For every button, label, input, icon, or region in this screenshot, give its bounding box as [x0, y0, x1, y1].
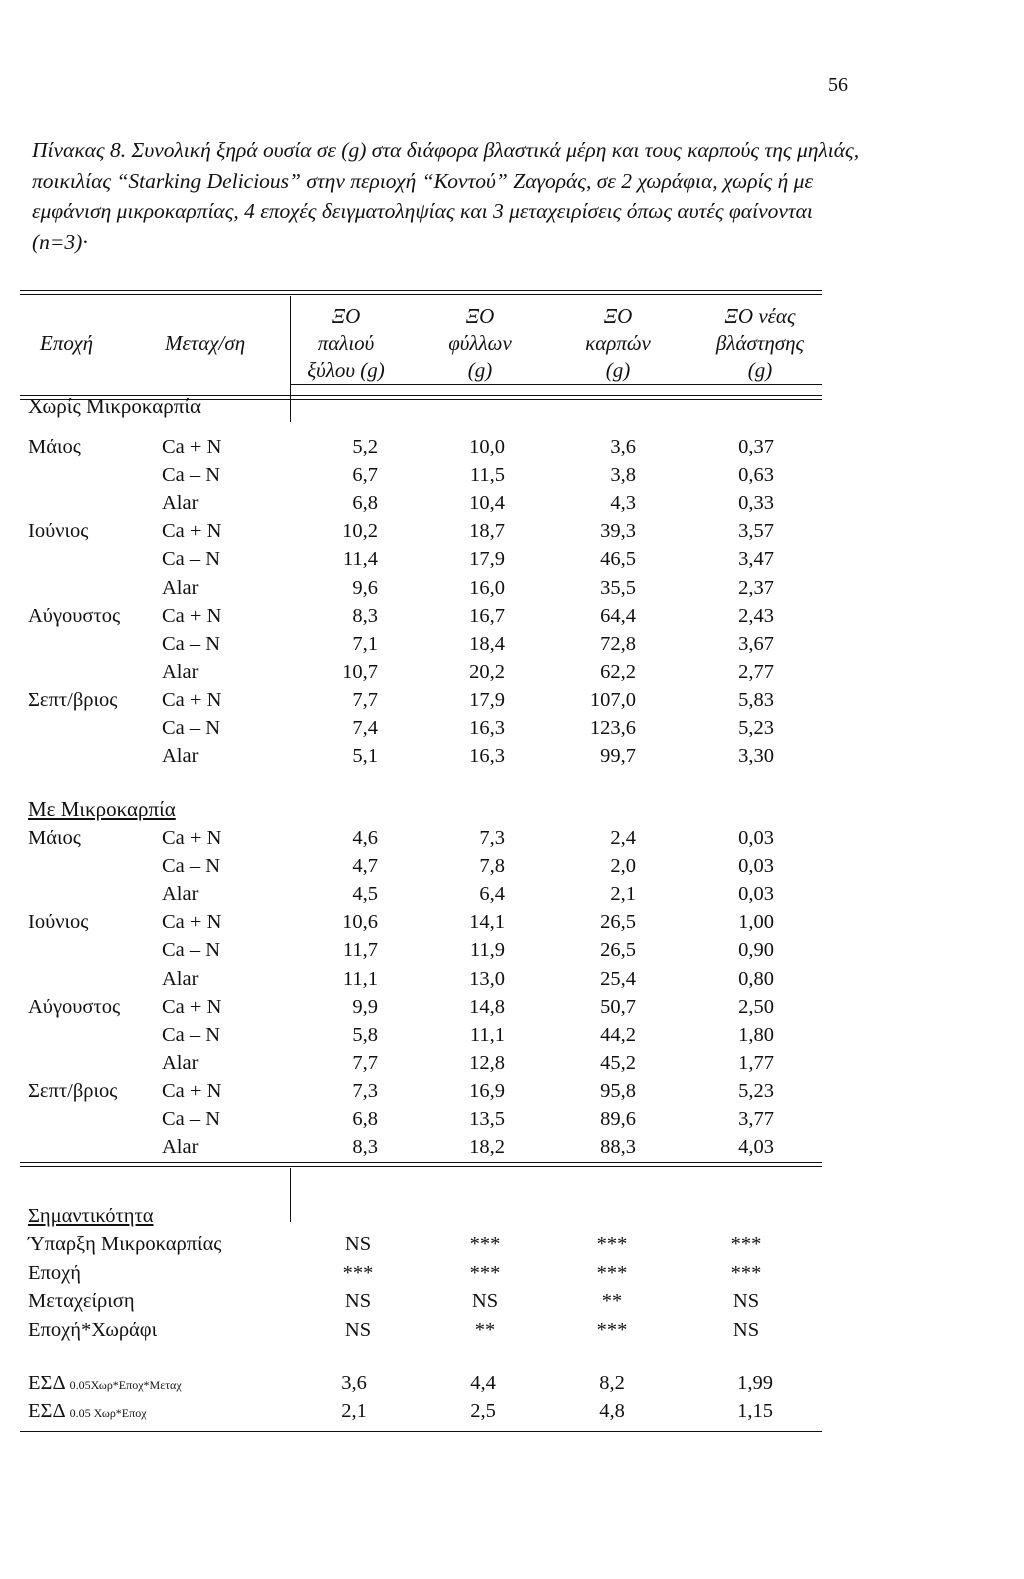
- row-value: 2,4: [610, 827, 636, 849]
- header-season: Εποχή: [40, 331, 94, 355]
- lsd-value: 8,2: [599, 1372, 625, 1394]
- row-value: 25,4: [600, 967, 636, 990]
- row-value: 18,7: [469, 520, 505, 543]
- significance-value: ***: [596, 1261, 628, 1284]
- row-value: 5,2: [352, 436, 378, 458]
- row-value: 2,1: [610, 883, 636, 906]
- row-treatment: Ca + N: [162, 688, 222, 711]
- significance-value: NS: [344, 1318, 372, 1341]
- row-value: 11,1: [469, 1023, 505, 1046]
- row-value: 4,3: [610, 492, 636, 515]
- row-treatment: Alar: [162, 576, 199, 599]
- row-value: 0,37: [738, 436, 774, 458]
- row-value: 0,03: [738, 827, 774, 849]
- row-value: 2,77: [738, 660, 774, 683]
- row-value: 0,90: [738, 939, 774, 962]
- significance-value: ***: [730, 1261, 762, 1284]
- row-value: 6,8: [352, 492, 378, 515]
- row-treatment: Ca – N: [162, 717, 221, 739]
- header-leaves-l2: φύλλων: [448, 331, 512, 355]
- row-value: 62,2: [600, 660, 636, 683]
- row-season: Μάιος: [28, 827, 81, 849]
- row-value: 11,5: [469, 464, 505, 487]
- row-treatment: Ca – N: [162, 632, 221, 655]
- row-value: 7,7: [352, 1051, 378, 1074]
- header-divider: [290, 296, 291, 422]
- row-value: 8,3: [352, 604, 378, 627]
- significance-value: **: [601, 1290, 623, 1312]
- row-value: 11,7: [342, 939, 378, 962]
- row-value: 10,2: [342, 520, 378, 543]
- row-season: Αύγουστος: [28, 995, 121, 1018]
- top-rule: [20, 290, 822, 291]
- row-value: 5,1: [352, 745, 378, 768]
- row-value: 35,5: [600, 576, 636, 599]
- table-bottom-rule: [20, 1162, 822, 1163]
- table-caption: [32, 135, 862, 257]
- page-number: 56: [828, 74, 848, 96]
- row-treatment: Alar: [162, 745, 199, 768]
- row-value: 7,8: [479, 855, 505, 878]
- significance-title: Σημαντικότητα: [28, 1205, 154, 1227]
- lsd-label-subscript: 0.05Χωρ*Εποχ*Μεταχ: [69, 1378, 182, 1392]
- row-value: 20,2: [469, 660, 505, 683]
- row-value: 123,6: [589, 717, 636, 739]
- row-value: 14,8: [469, 995, 505, 1018]
- significance-label: Εποχή*Χωράφι: [28, 1318, 158, 1341]
- caption-label: Πίνακας 8.: [32, 138, 127, 162]
- row-value: 88,3: [600, 1136, 636, 1159]
- row-treatment: Ca – N: [162, 1108, 221, 1130]
- row-value: 89,6: [600, 1108, 636, 1130]
- row-value: 107,0: [589, 688, 636, 711]
- row-value: 3,30: [738, 745, 774, 768]
- row-value: 16,9: [469, 1079, 505, 1102]
- final-rule: [20, 1431, 822, 1432]
- row-value: 18,4: [469, 632, 505, 655]
- row-value: 8,3: [352, 1136, 378, 1159]
- lsd-label-main: ΕΣΔ: [28, 1372, 70, 1394]
- row-value: 11,4: [342, 548, 378, 571]
- lsd-value: 2,5: [470, 1400, 496, 1422]
- significance-value: NS: [732, 1318, 760, 1341]
- row-season: Σεπτ/βριος: [28, 1079, 118, 1102]
- row-value: 26,5: [600, 939, 636, 962]
- row-value: 3,77: [738, 1108, 774, 1130]
- lsd-label-subscript: 0.05 Χωρ*Εποχ: [69, 1406, 147, 1420]
- row-value: 7,1: [352, 632, 378, 655]
- row-value: 26,5: [600, 911, 636, 934]
- lsd-value: 3,6: [341, 1372, 367, 1394]
- row-value: 45,2: [600, 1051, 636, 1074]
- significance-label: Εποχή: [28, 1261, 81, 1284]
- row-value: 3,57: [738, 520, 774, 543]
- row-value: 3,47: [738, 548, 774, 571]
- significance-value: ***: [596, 1318, 628, 1341]
- header-fruits-l2: καρπών: [585, 331, 651, 355]
- row-treatment: Ca + N: [162, 827, 222, 849]
- row-value: 6,8: [352, 1108, 378, 1130]
- header-treatment: Μεταχ/ση: [165, 331, 246, 355]
- row-value: 14,1: [469, 911, 505, 934]
- section-with-microcarpia: Με Μικροκαρπία: [28, 797, 176, 821]
- row-treatment: Alar: [162, 1051, 199, 1074]
- significance-value: ***: [730, 1233, 762, 1255]
- row-value: 3,67: [738, 632, 774, 655]
- row-treatment: Ca + N: [162, 604, 222, 627]
- row-value: 6,7: [352, 464, 378, 487]
- row-value: 7,4: [352, 717, 378, 739]
- row-value: 6,4: [479, 883, 505, 906]
- lsd-value: 4,8: [599, 1400, 625, 1422]
- row-value: 1,00: [738, 911, 774, 934]
- row-value: 7,3: [479, 827, 505, 849]
- significance-value: **: [474, 1318, 496, 1341]
- row-value: 4,7: [352, 855, 378, 878]
- row-value: 4,03: [738, 1136, 774, 1159]
- header-bottom-rule: [290, 384, 822, 385]
- significance-value: NS: [344, 1290, 372, 1312]
- row-value: 39,3: [600, 520, 636, 543]
- significance-value: ***: [342, 1261, 374, 1284]
- header-new-growth-l1: ΞΟ νέας: [724, 304, 796, 328]
- row-value: 5,83: [738, 688, 774, 711]
- row-value: 16,3: [469, 717, 505, 739]
- row-treatment: Alar: [162, 967, 199, 990]
- header-new-growth-l3: (g): [747, 358, 773, 382]
- row-value: 2,0: [610, 855, 636, 878]
- row-treatment: Ca – N: [162, 855, 221, 878]
- row-value: 4,6: [352, 827, 378, 849]
- row-treatment: Alar: [162, 492, 199, 515]
- lsd-value: 4,4: [470, 1372, 496, 1394]
- row-treatment: Alar: [162, 660, 199, 683]
- header-new-growth: [700, 303, 820, 384]
- row-value: 2,37: [738, 576, 774, 599]
- row-value: 2,50: [738, 995, 774, 1018]
- top-rule-2: [20, 294, 822, 295]
- row-value: 10,7: [342, 660, 378, 683]
- lsd-label-main: ΕΣΔ: [28, 1400, 70, 1422]
- row-treatment: Ca + N: [162, 995, 222, 1018]
- header-fruits-l3: (g): [605, 358, 631, 382]
- row-value: 16,0: [469, 576, 505, 599]
- header-old-wood: [296, 303, 396, 384]
- row-value: 1,77: [738, 1051, 774, 1074]
- row-value: 18,2: [469, 1136, 505, 1159]
- row-value: 1,80: [738, 1023, 774, 1046]
- row-value: 46,5: [600, 548, 636, 571]
- row-treatment: Ca + N: [162, 1079, 222, 1102]
- row-treatment: Ca + N: [162, 911, 222, 934]
- significance-value: NS: [732, 1290, 760, 1312]
- row-value: 17,9: [469, 548, 505, 571]
- lsd-value: 2,1: [341, 1400, 367, 1422]
- significance-value: ***: [469, 1233, 501, 1255]
- row-value: 0,03: [738, 855, 774, 878]
- row-value: 95,8: [600, 1079, 636, 1102]
- row-value: 0,63: [738, 464, 774, 487]
- row-value: 11,1: [342, 967, 378, 990]
- row-value: 17,9: [469, 688, 505, 711]
- header-fruits-l1: ΞΟ: [603, 304, 633, 328]
- header-leaves: [430, 303, 530, 384]
- row-treatment: Alar: [162, 1136, 199, 1159]
- row-value: 2,43: [738, 604, 774, 627]
- row-treatment: Ca – N: [162, 1023, 221, 1046]
- row-value: 9,9: [352, 995, 378, 1018]
- lsd-label: [28, 1400, 147, 1423]
- row-value: 50,7: [600, 995, 636, 1018]
- header-leaves-l3: (g): [467, 358, 493, 382]
- row-value: 16,7: [469, 604, 505, 627]
- row-value: 5,8: [352, 1023, 378, 1046]
- row-treatment: Ca – N: [162, 939, 221, 962]
- row-value: 11,9: [469, 939, 505, 962]
- footer-divider: [290, 1168, 291, 1222]
- lsd-value: 1,15: [737, 1400, 773, 1422]
- significance-value: ***: [596, 1233, 628, 1255]
- row-treatment: Ca + N: [162, 436, 222, 458]
- caption-text: Συνολική ξηρά ουσία σε (g) στα διάφορα βλαστικά μέρη και τους καρπούς της μηλιάς, ποικιλίας “Starking Delicious” στην περιοχή “Κοντού” Ζαγοράς, σε 2 χωράφια, χωρίς ή με εμφάνιση μικροκαρπίας, 4 εποχές δειγματοληψίας και 3 μεταχειρίσεις όπως αυτές φαίνονται (n=3)·: [32, 138, 860, 254]
- lsd-label: [28, 1372, 182, 1395]
- row-value: 0,80: [738, 967, 774, 990]
- row-value: 44,2: [600, 1023, 636, 1046]
- section-without-microcarpia: Χωρίς Μικροκαρπία: [28, 394, 202, 418]
- significance-value: NS: [344, 1233, 372, 1255]
- row-value: 72,8: [600, 632, 636, 655]
- row-value: 4,5: [352, 883, 378, 906]
- row-value: 12,8: [469, 1051, 505, 1074]
- row-value: 9,6: [352, 576, 378, 599]
- row-season: Αύγουστος: [28, 604, 121, 627]
- row-value: 3,8: [610, 464, 636, 487]
- row-value: 3,6: [610, 436, 636, 458]
- row-treatment: Ca – N: [162, 464, 221, 487]
- row-treatment: Alar: [162, 883, 199, 906]
- row-value: 7,7: [352, 688, 378, 711]
- row-value: 13,5: [469, 1108, 505, 1130]
- row-value: 5,23: [738, 1079, 774, 1102]
- header-old-wood-l2: παλιού: [317, 331, 375, 355]
- row-season: Σεπτ/βριος: [28, 688, 118, 711]
- row-value: 5,23: [738, 717, 774, 739]
- header-old-wood-l3: ξύλου (g): [307, 358, 385, 382]
- significance-value: NS: [471, 1290, 499, 1312]
- header-new-growth-l2: βλάστησης: [715, 331, 805, 355]
- row-value: 13,0: [469, 967, 505, 990]
- row-season: Μάιος: [28, 436, 81, 458]
- row-season: Ιούνιος: [28, 911, 89, 934]
- row-treatment: Ca – N: [162, 548, 221, 571]
- row-treatment: Ca + N: [162, 520, 222, 543]
- row-value: 16,3: [469, 745, 505, 768]
- lsd-value: 1,99: [737, 1372, 773, 1394]
- row-value: 0,03: [738, 883, 774, 906]
- row-value: 99,7: [600, 745, 636, 768]
- row-value: 10,4: [469, 492, 505, 515]
- significance-value: ***: [469, 1261, 501, 1284]
- header-old-wood-l1: ΞΟ: [331, 304, 361, 328]
- row-season: Ιούνιος: [28, 520, 89, 543]
- row-value: 7,3: [352, 1079, 378, 1102]
- row-value: 10,6: [342, 911, 378, 934]
- header-fruits: [568, 303, 668, 384]
- table-bottom-rule-2: [20, 1166, 822, 1167]
- significance-label: Ύπαρξη Μικροκαρπίας: [28, 1233, 222, 1255]
- row-value: 10,0: [469, 436, 505, 458]
- row-value: 64,4: [600, 604, 636, 627]
- header-leaves-l1: ΞΟ: [465, 304, 495, 328]
- significance-label: Μεταχείριση: [28, 1290, 135, 1312]
- row-value: 0,33: [738, 492, 774, 515]
